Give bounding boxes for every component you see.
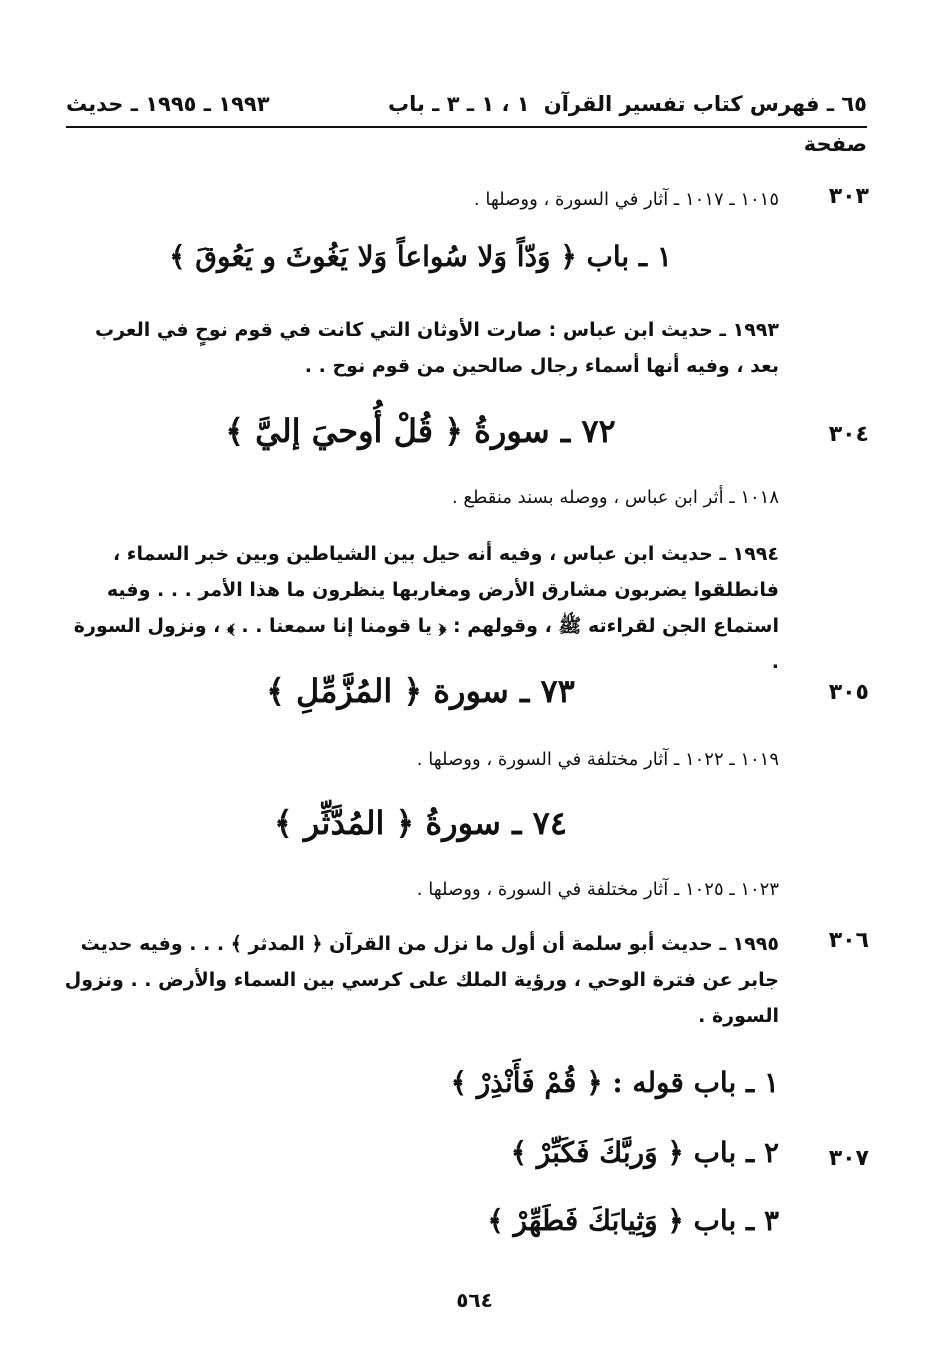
entry-text: ١٠١٨ ـ أثر ابن عباس ، ووصله بسند منقطع . (451, 487, 779, 508)
header-section-range: ١ ، ١ ـ ٣ ـ باب (388, 92, 530, 116)
entry-text: ١٠١٩ ـ ١٠٢٢ ـ آثار مختلفة في السورة ، ووصلها . (416, 749, 779, 770)
page-reference: ٣٠٥ (828, 680, 869, 705)
surah-title: ٧٣ ـ سورة ﴿ المُزَّمِّلِ ﴾ (266, 672, 575, 710)
hadith-text: ١٩٩٣ ـ حديث ابن عباس : صارت الأوثان التي كانت في قوم نوحٍ في العرب بعد ، وفيه أنها أسماء رجال صالحين من قوم نوح . . (94, 319, 779, 377)
hadith-text: ١٩٩٥ ـ حديث أبو سلمة أن أول ما نزل من القرآن ﴿ المدثر ﴾ . . . وفيه حديث جابر عن فترة الوحي ، ورؤية الملك على كرسي بين السماء والأرض . . ونزول السورة . (64, 933, 779, 1027)
page-reference: ٣٠٤ (828, 422, 869, 447)
page-reference: ٣٠٣ (828, 184, 869, 209)
entry-text: ١٠١٥ ـ ١٠١٧ ـ آثار في السورة ، ووصلها . (473, 189, 779, 210)
surah-title: ٧٤ ـ سورةُ ﴿ المُدَّثِّر ﴾ (273, 804, 567, 842)
page-reference: ٣٠٧ (828, 1146, 869, 1171)
header-hadith-range: ١٩٩٣ ـ ١٩٩٥ ـ حديث (66, 92, 270, 116)
surah-title: ٧٢ ـ سورةُ ﴿ قُلْ أُوحيَ إليَّ ﴾ (225, 412, 616, 450)
hadith-text: ١٩٩٤ ـ حديث ابن عباس ، وفيه أنه حيل بين الشياطين وبين خبر السماء ، فانطلقوا يضربون مشارق الأرض ومغاربها ينظرون ما هذا الأمر . . . وفيه استماع الجن لقراءته ﷺ ، وقولهم : ﴿ يا قومنا إنا سمعنا . . ﴾ ، ونزول السورة . (73, 543, 779, 673)
header-chapter-title: ٦٥ ـ فهرس كتاب تفسير القرآن (543, 92, 867, 116)
bab-title: ١ ـ باب قوله : ﴿ قُمْ فَأَنْذِرْ ﴾ (450, 1066, 779, 1099)
bab-title: ١ ـ باب ﴿ وَدّاً وَلا سُواعاً وَلا يَغُوثَ و يَعُوقَ ﴾ (169, 240, 672, 273)
entry-text: ١٠٢٣ ـ ١٠٢٥ ـ آثار مختلفة في السورة ، ووصلها . (416, 879, 779, 900)
running-header (66, 86, 867, 128)
page-reference: ٣٠٦ (828, 928, 869, 953)
page-column-label: صفحة (803, 132, 867, 156)
page-number: ٥٦٤ (456, 1288, 493, 1312)
bab-title: ٢ ـ باب ﴿ وَربَّكَ فَكَبِّرْ ﴾ (510, 1136, 779, 1169)
bab-title: ٣ ـ باب ﴿ وَثِيابَكَ فَطَهِّرْ ﴾ (487, 1204, 779, 1237)
